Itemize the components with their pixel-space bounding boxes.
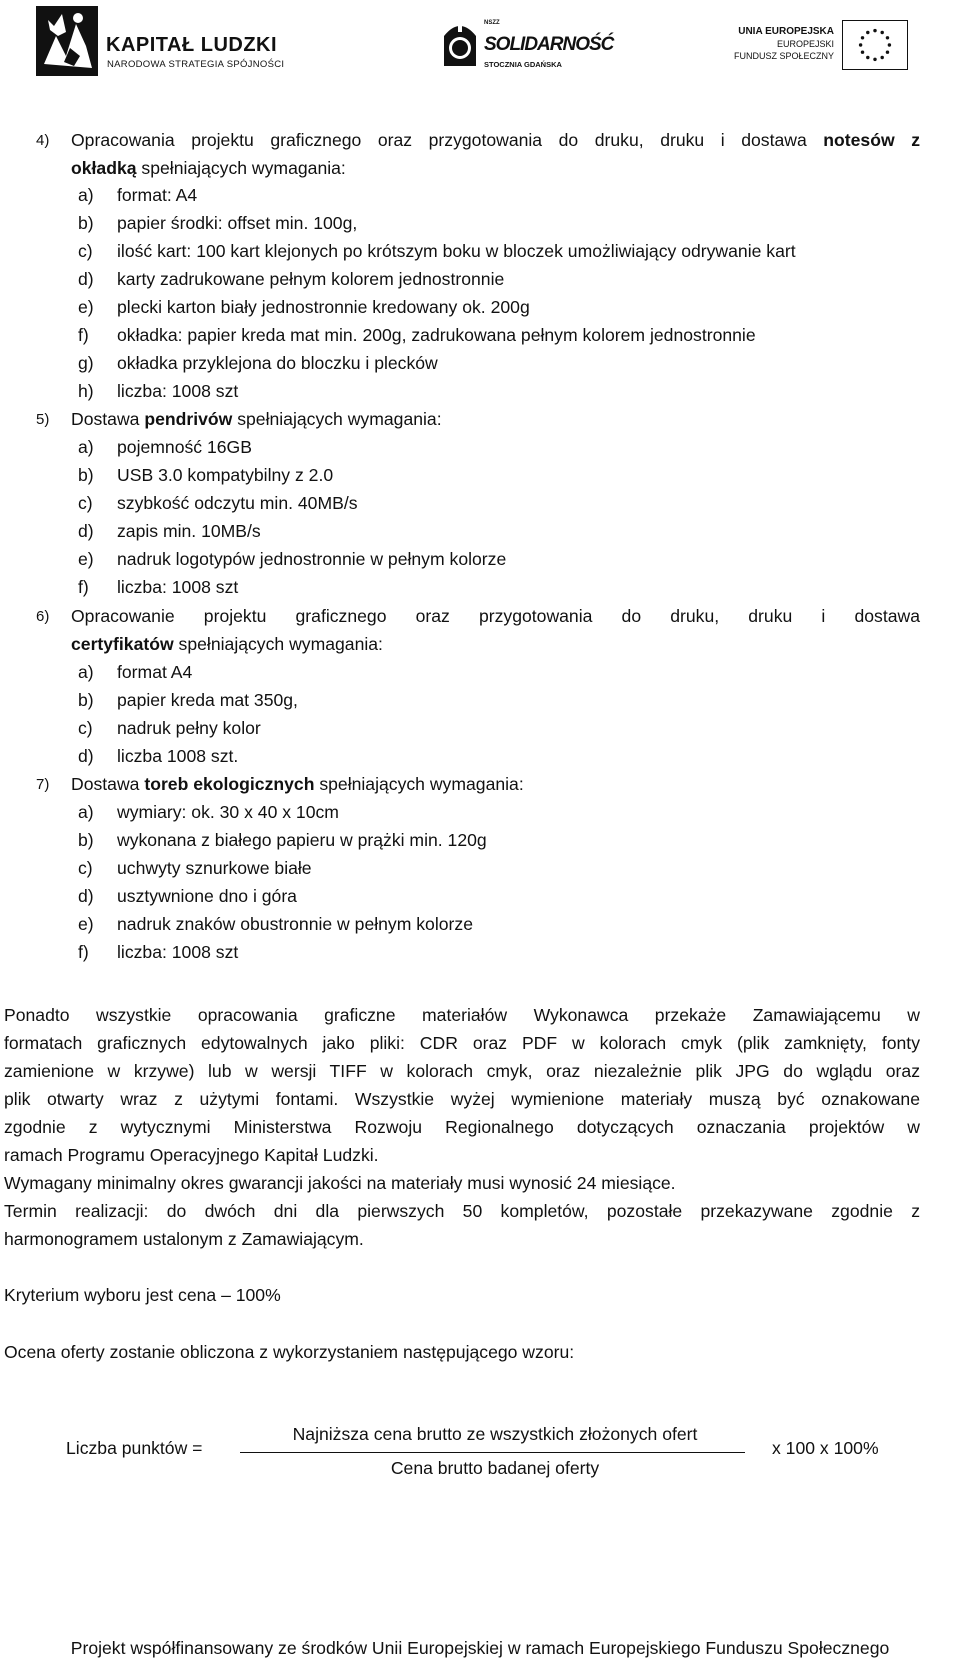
item-4-text: Opracowania projektu graficznego oraz przygotowania do druku, druku i dostawa xyxy=(71,130,824,150)
eu-logo xyxy=(730,20,930,74)
eu-line-2: EUROPEJSKI xyxy=(776,39,834,49)
list-item: okładka przyklejona do bloczku i plecków xyxy=(117,353,438,373)
list-item: pojemność 16GB xyxy=(117,437,252,457)
item-5-bold: pendrivów xyxy=(144,409,233,429)
list-item-label: g) xyxy=(78,353,94,373)
item-7-text-2: spełniających wymagania: xyxy=(314,774,524,794)
list-item-label: f) xyxy=(78,942,89,962)
item-7-text: Dostawa xyxy=(71,774,145,794)
paragraph-line: Ponadto wszystkie opracowania graficzne materiałów Wykonawca przekaże Zamawiającemu w xyxy=(4,1005,920,1025)
item-number: 4) xyxy=(36,132,50,149)
item-5-line xyxy=(71,408,442,430)
item-number: 7) xyxy=(36,776,50,793)
paragraph-line: zamienione w krzywe) lub w wersji TIFF w kolorach cmyk, oraz niezależnie plik JPG do wglądu oraz xyxy=(4,1061,920,1081)
eu-line-3: FUNDUSZ SPOŁECZNY xyxy=(733,51,834,61)
list-item-label: b) xyxy=(78,465,94,485)
paragraph-line: ramach Programu Operacyjnego Kapitał Ludzki. xyxy=(4,1145,379,1165)
list-item-label: b) xyxy=(78,830,94,850)
kapital-ludzki-emblem-icon xyxy=(36,6,98,76)
list-item: usztywnione dno i góra xyxy=(117,886,297,906)
list-item-label: d) xyxy=(78,521,94,541)
kapital-ludzki-subtitle: NARODOWA STRATEGIA SPÓJNOŚCI xyxy=(107,59,285,70)
term-line: Termin realizacji: do dwóch dni dla pierwszych 50 kompletów, pozostałe przekazywane zgodnie z xyxy=(4,1201,920,1221)
eu-line-1: UNIA EUROPEJSKA xyxy=(738,26,834,37)
list-item: liczba: 1008 szt xyxy=(117,942,239,962)
list-item-label: f) xyxy=(78,325,89,345)
list-item: nadruk pełny kolor xyxy=(117,718,261,738)
item-4-text-2: spełniających wymagania: xyxy=(136,158,346,178)
item-7-bold: toreb ekologicznych xyxy=(144,774,315,794)
paragraph-line: plik otwarty wraz z użytymi fontami. Wszystkie wyżej wymienione materiały muszą być oznakowane xyxy=(4,1089,920,1109)
item-6-line-2 xyxy=(71,633,383,655)
item-4-line-2 xyxy=(71,157,346,179)
solidarnosc-emblem-icon xyxy=(440,16,480,72)
list-item: liczba: 1008 szt xyxy=(117,577,239,597)
item-number: 5) xyxy=(36,411,50,428)
list-item-label: h) xyxy=(78,381,94,401)
item-6-line-1: Opracowanie projektu graficznego oraz przygotowania do druku, druku i dostawa xyxy=(71,606,920,626)
list-item-label: f) xyxy=(78,577,89,597)
list-item: nadruk logotypów jednostronnie w pełnym kolorze xyxy=(117,549,507,569)
page-header xyxy=(0,0,960,80)
formula-denominator: Cena brutto badanej oferty xyxy=(390,1458,600,1478)
item-4-line-1 xyxy=(71,129,920,151)
list-item: USB 3.0 kompatybilny z 2.0 xyxy=(117,465,334,485)
list-item-label: a) xyxy=(78,437,94,457)
solidarnosc-logo xyxy=(440,14,614,74)
list-item-label: a) xyxy=(78,802,94,822)
warranty-text: Wymagany minimalny okres gwarancji jakości na materiały musi wynosić 24 miesiące. xyxy=(4,1173,676,1193)
solidarnosc-nszz: NSZZ xyxy=(484,20,500,26)
list-item: szybkość odczytu min. 40MB/s xyxy=(117,493,358,513)
list-item: zapis min. 10MB/s xyxy=(117,521,261,541)
criterion-text: Kryterium wyboru jest cena – 100% xyxy=(4,1285,281,1305)
list-item: format A4 xyxy=(117,662,193,682)
list-item-label: a) xyxy=(78,185,94,205)
list-item-label: c) xyxy=(78,858,93,878)
formula-intro: Ocena oferty zostanie obliczona z wykorzystaniem następującego wzoru: xyxy=(4,1342,575,1362)
eu-flag-icon xyxy=(842,20,908,70)
list-item-label: e) xyxy=(78,914,94,934)
list-item-label: e) xyxy=(78,549,94,569)
list-item-label: c) xyxy=(78,493,93,513)
list-item-label: c) xyxy=(78,718,93,738)
paragraph-line: formatach graficznych edytowalnych jako pliki: CDR oraz PDF w kolorach cmyk (plik zamknięty, fonty xyxy=(4,1033,920,1053)
item-5-text-2: spełniających wymagania: xyxy=(232,409,442,429)
list-item-label: b) xyxy=(78,213,94,233)
list-item: nadruk znaków obustronnie w pełnym kolorze xyxy=(117,914,473,934)
kapital-ludzki-title: KAPITAŁ LUDZKI xyxy=(106,34,278,56)
list-item-label: c) xyxy=(78,241,93,261)
page-footer: Projekt współfinansowany ze środków Unii Europejskiej w ramach Europejskiego Funduszu Społecznego xyxy=(70,1638,890,1658)
term-line: harmonogramem ustalonym z Zamawiającym. xyxy=(4,1229,364,1249)
formula-left: Liczba punktów = xyxy=(66,1438,203,1458)
list-item: liczba: 1008 szt xyxy=(117,381,239,401)
item-4-bold: notesów z xyxy=(823,130,920,150)
list-item: format: A4 xyxy=(117,185,198,205)
list-item-label: e) xyxy=(78,297,94,317)
eu-logo-text xyxy=(734,26,834,62)
item-7-line xyxy=(71,773,524,795)
item-6-bold: certyfikatów xyxy=(71,634,174,654)
list-item: plecki karton biały jednostronnie kredowany ok. 200g xyxy=(117,297,530,317)
list-item: wykonana z białego papieru w prążki min. 120g xyxy=(117,830,487,850)
item-4-bold-2: okładką xyxy=(71,158,137,178)
item-5-text: Dostawa xyxy=(71,409,145,429)
list-item-label: d) xyxy=(78,886,94,906)
list-item: liczba 1008 szt. xyxy=(117,746,239,766)
kapital-ludzki-logo xyxy=(36,6,306,76)
list-item-label: b) xyxy=(78,690,94,710)
formula-right: x 100 x 100% xyxy=(772,1438,879,1458)
list-item: wymiary: ok. 30 x 40 x 10cm xyxy=(117,802,339,822)
list-item: karty zadrukowane pełnym kolorem jednostronnie xyxy=(117,269,505,289)
list-item-label: d) xyxy=(78,746,94,766)
list-item: uchwyty sznurkowe białe xyxy=(117,858,312,878)
paragraph-line: zgodnie z wytycznymi Ministerstwa Rozwoju Regionalnego dotyczących oznaczania projektów w xyxy=(4,1117,920,1137)
list-item: okładka: papier kreda mat min. 200g, zadrukowana pełnym kolorem jednostronnie xyxy=(117,325,756,345)
fraction-bar xyxy=(240,1452,745,1453)
list-item-label: d) xyxy=(78,269,94,289)
item-6-text: spełniających wymagania: xyxy=(173,634,383,654)
list-item-label: a) xyxy=(78,662,94,682)
item-number: 6) xyxy=(36,608,50,625)
solidarnosc-subtitle: STOCZNIA GDAŃSKA xyxy=(484,60,562,69)
list-item: papier kreda mat 350g, xyxy=(117,690,298,710)
list-item: ilość kart: 100 kart klejonych po krótszym boku w bloczek umożliwiający odrywanie kart xyxy=(117,241,796,261)
list-item: papier środki: offset min. 100g, xyxy=(117,213,358,233)
solidarnosc-word: SOLIDARNOŚĆ xyxy=(484,34,614,55)
formula-numerator: Najniższa cena brutto ze wszystkich złożonych ofert xyxy=(292,1424,698,1444)
